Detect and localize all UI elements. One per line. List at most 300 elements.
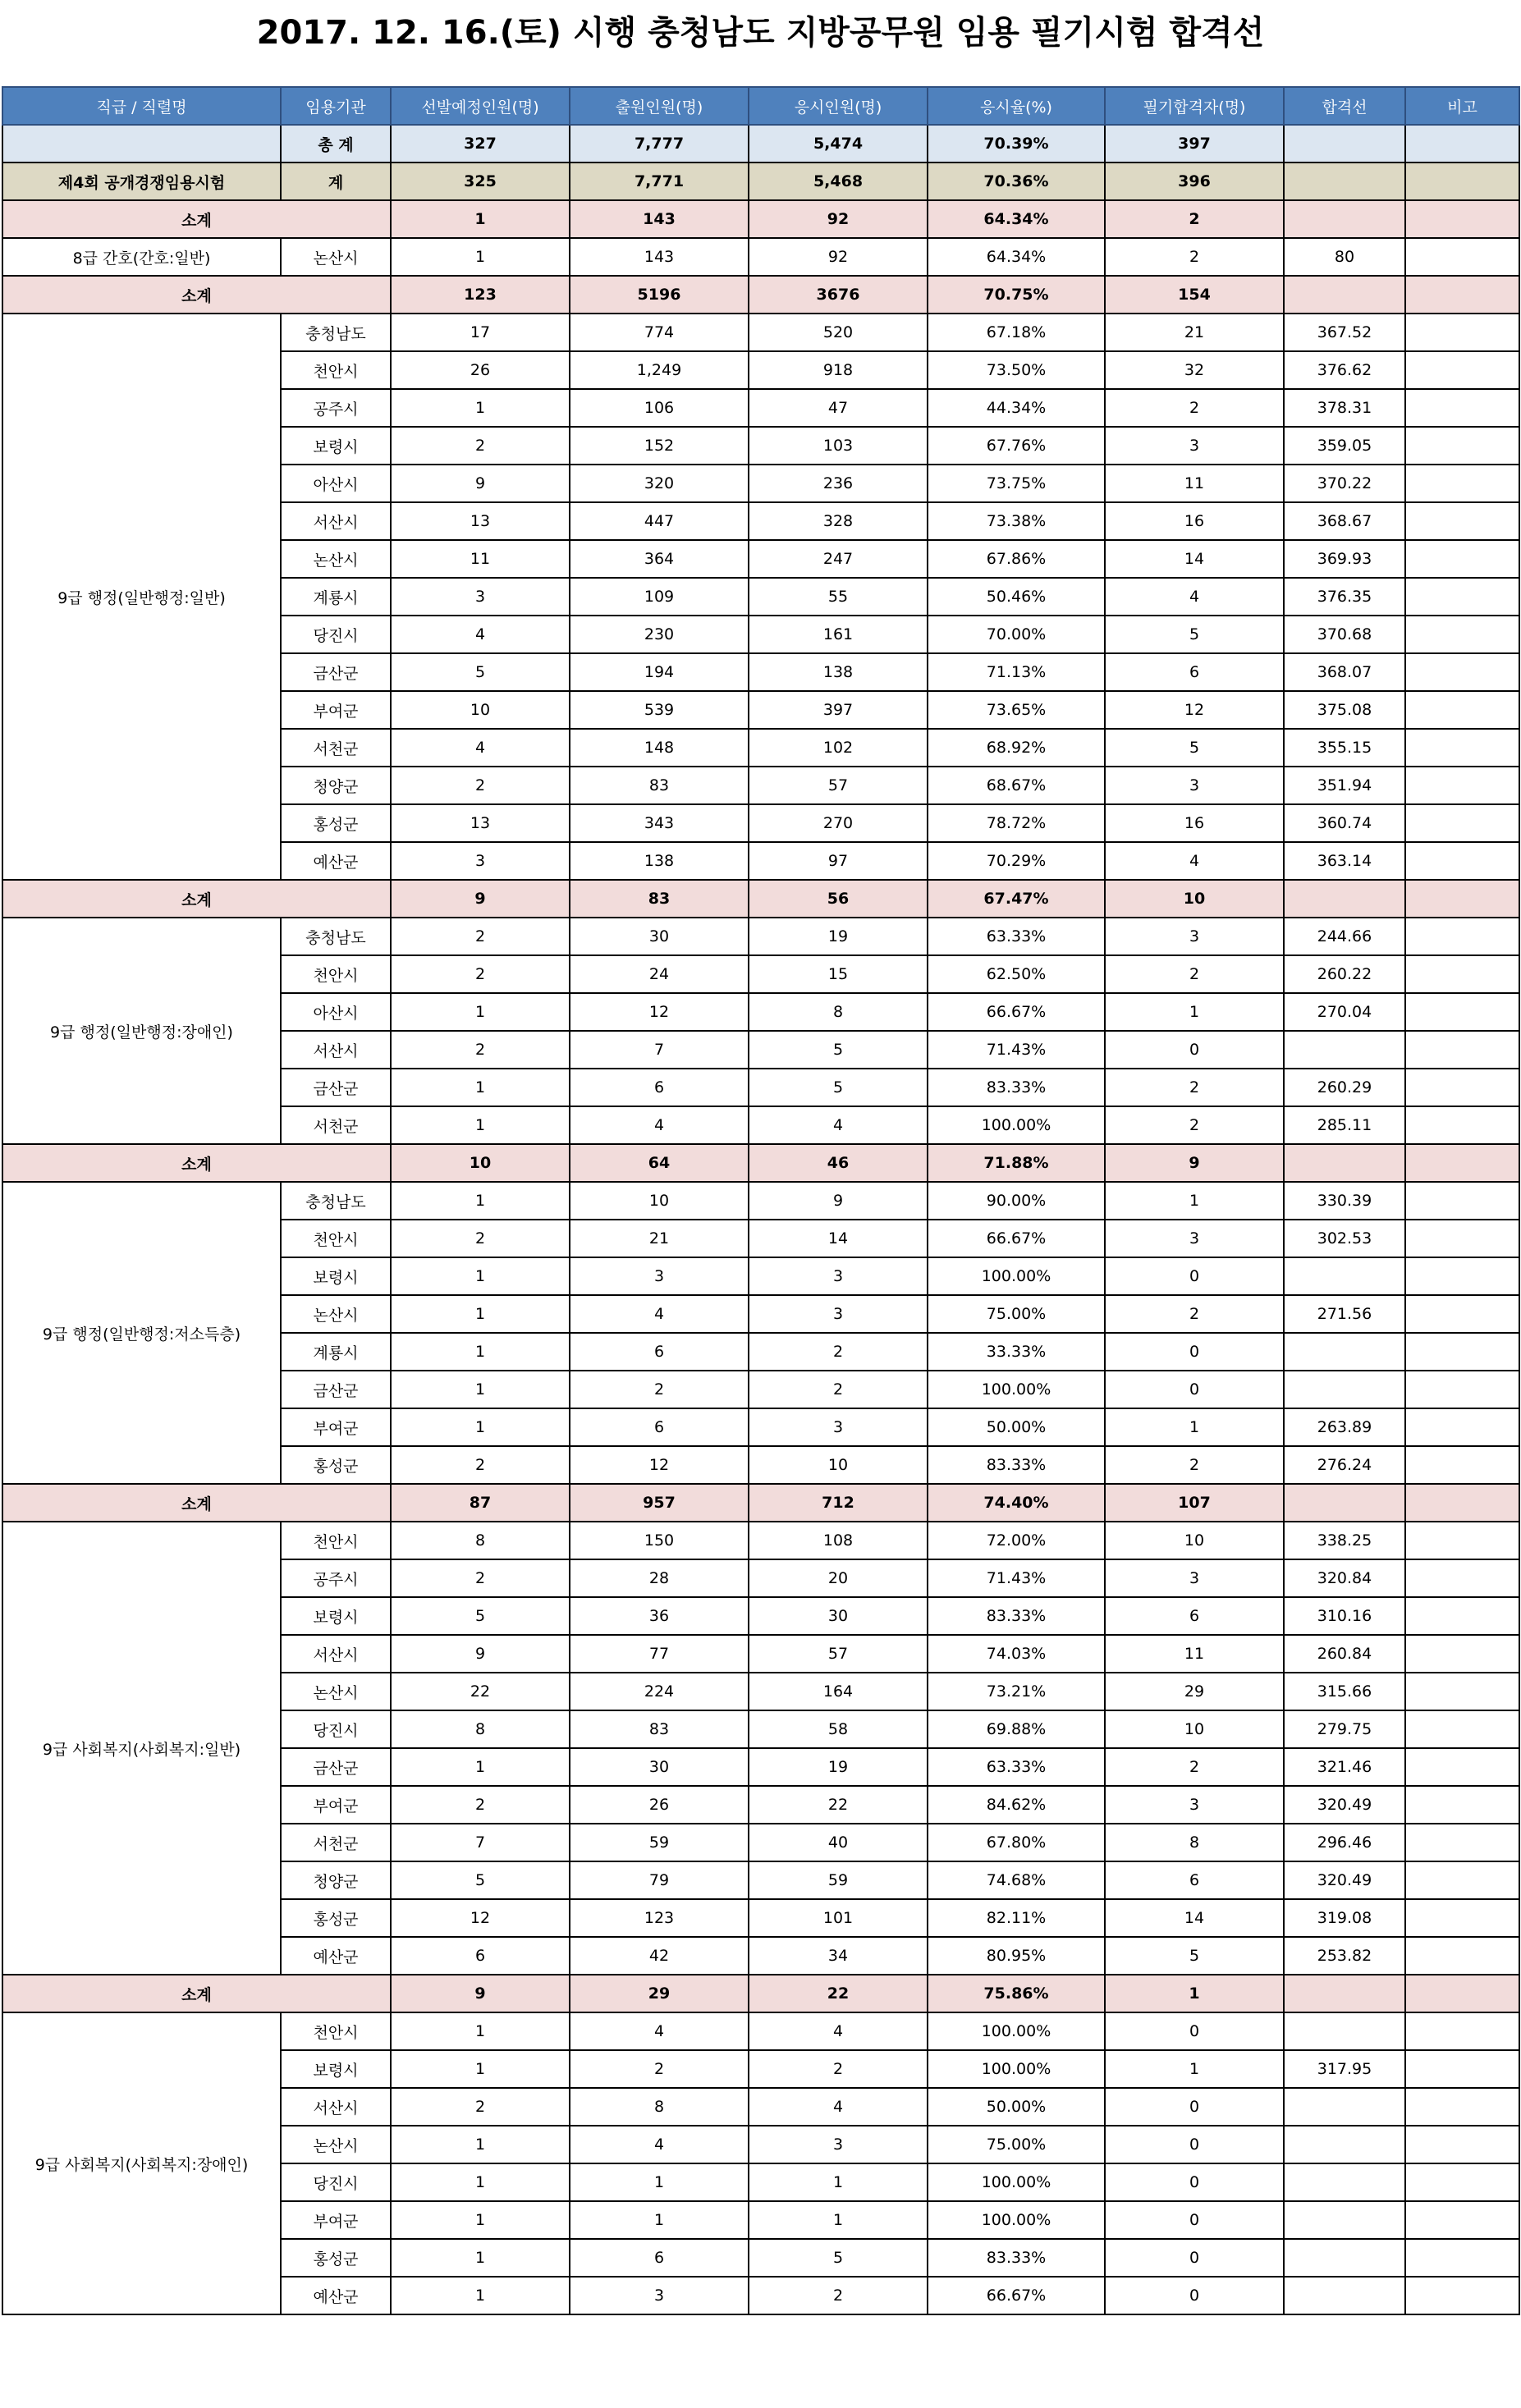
subtotal-planned: 9 — [391, 1975, 570, 2012]
subtotal-cutoff — [1284, 1144, 1405, 1182]
rate-cell: 71.43% — [928, 1031, 1105, 1069]
examined-cell: 20 — [749, 1559, 928, 1597]
cutoff-cell: 285.11 — [1284, 1106, 1405, 1144]
applied-cell: 1,249 — [570, 351, 749, 389]
header-cutoff: 합격선 — [1284, 87, 1405, 125]
planned-cell: 4 — [391, 729, 570, 767]
subtotal-examined: 22 — [749, 1975, 928, 2012]
rate-cell: 67.76% — [928, 427, 1105, 465]
agency-cell: 금산군 — [281, 653, 391, 691]
subtotal-note — [1405, 276, 1519, 314]
subtotal-cutoff — [1284, 1975, 1405, 2012]
passed-cell: 3 — [1105, 427, 1284, 465]
cutoff-cell: 317.95 — [1284, 2050, 1405, 2088]
subtotal-rate: 71.88% — [928, 1144, 1105, 1182]
rate-cell: 50.00% — [928, 2088, 1105, 2126]
passed-cell: 3 — [1105, 767, 1284, 804]
examined-cell: 19 — [749, 918, 928, 955]
rate-cell: 71.13% — [928, 653, 1105, 691]
rate-cell: 83.33% — [928, 2239, 1105, 2277]
examined-cell: 10 — [749, 1446, 928, 1484]
planned-cell: 2 — [391, 1031, 570, 1069]
cutoff-cell: 321.46 — [1284, 1748, 1405, 1786]
rate-cell: 100.00% — [928, 2050, 1105, 2088]
rate-cell: 100.00% — [928, 2201, 1105, 2239]
applied-cell: 8 — [570, 2088, 749, 2126]
planned-cell: 3 — [391, 578, 570, 616]
examined-cell: 4 — [749, 1106, 928, 1144]
note-cell — [1405, 2088, 1519, 2126]
rate-cell: 100.00% — [928, 1371, 1105, 1408]
total-blank-cell — [2, 125, 281, 163]
note-cell — [1405, 842, 1519, 880]
examined-cell: 1 — [749, 2163, 928, 2201]
planned-cell: 2 — [391, 1220, 570, 1257]
note-cell — [1405, 2012, 1519, 2050]
passed-cell: 2 — [1105, 1069, 1284, 1106]
note-cell — [1405, 1333, 1519, 1371]
total-passed: 397 — [1105, 125, 1284, 163]
note-cell — [1405, 2239, 1519, 2277]
note-cell — [1405, 1446, 1519, 1484]
applied-cell: 77 — [570, 1635, 749, 1673]
applied-cell: 10 — [570, 1182, 749, 1220]
note-cell — [1405, 1559, 1519, 1597]
applied-cell: 2 — [570, 2050, 749, 2088]
passed-cell: 5 — [1105, 729, 1284, 767]
subtotal-label: 소계 — [2, 1144, 391, 1182]
subtotal-note — [1405, 1144, 1519, 1182]
passed-cell: 6 — [1105, 653, 1284, 691]
applied-cell: 447 — [570, 502, 749, 540]
passed-cell: 0 — [1105, 2163, 1284, 2201]
planned-cell: 2 — [391, 1786, 570, 1824]
passed-cell: 0 — [1105, 2126, 1284, 2163]
note-cell — [1405, 540, 1519, 578]
applied-cell: 28 — [570, 1559, 749, 1597]
rate-cell: 73.38% — [928, 502, 1105, 540]
total-applied: 7,777 — [570, 125, 749, 163]
examined-cell: 3 — [749, 1408, 928, 1446]
planned-cell: 10 — [391, 691, 570, 729]
planned-cell: 12 — [391, 1899, 570, 1937]
agency-cell: 보령시 — [281, 2050, 391, 2088]
planned-cell: 2 — [391, 767, 570, 804]
header-agency: 임용기관 — [281, 87, 391, 125]
header-note: 비고 — [1405, 87, 1519, 125]
header-applied: 출원인원(명) — [570, 87, 749, 125]
planned-cell: 1 — [391, 1182, 570, 1220]
planned-cell: 2 — [391, 1446, 570, 1484]
note-cell — [1405, 691, 1519, 729]
subtotal-label: 소계 — [2, 276, 391, 314]
subtotal-planned: 9 — [391, 880, 570, 918]
cutoff-cell: 320.49 — [1284, 1786, 1405, 1824]
cutoff-cell — [1284, 2126, 1405, 2163]
note-cell — [1405, 238, 1519, 276]
note-cell — [1405, 653, 1519, 691]
passed-cell: 14 — [1105, 1899, 1284, 1937]
passed-cell: 0 — [1105, 1257, 1284, 1295]
subtotal-passed: 1 — [1105, 1975, 1284, 2012]
agency-cell: 논산시 — [281, 238, 391, 276]
planned-cell: 22 — [391, 1673, 570, 1710]
rate-cell: 68.67% — [928, 767, 1105, 804]
applied-cell: 21 — [570, 1220, 749, 1257]
rate-cell: 100.00% — [928, 1257, 1105, 1295]
planned-cell: 1 — [391, 1295, 570, 1333]
grand-total-row — [2, 125, 1519, 163]
applied-cell: 152 — [570, 427, 749, 465]
header-passed: 필기합격자(명) — [1105, 87, 1284, 125]
note-cell — [1405, 351, 1519, 389]
passed-cell: 4 — [1105, 578, 1284, 616]
examined-cell: 4 — [749, 2012, 928, 2050]
examined-cell: 5 — [749, 1031, 928, 1069]
cutoff-cell — [1284, 1371, 1405, 1408]
planned-cell: 7 — [391, 1824, 570, 1861]
subtotal-planned: 87 — [391, 1484, 570, 1522]
subtotal-row — [2, 200, 1519, 238]
subtotal-label: 소계 — [2, 1975, 391, 2012]
rate-cell: 64.34% — [928, 238, 1105, 276]
examined-cell: 55 — [749, 578, 928, 616]
examined-cell: 102 — [749, 729, 928, 767]
note-cell — [1405, 1295, 1519, 1333]
rate-cell: 73.65% — [928, 691, 1105, 729]
planned-cell: 1 — [391, 1371, 570, 1408]
planned-cell: 1 — [391, 2050, 570, 2088]
exam-examined: 5,468 — [749, 163, 928, 200]
planned-cell: 2 — [391, 2088, 570, 2126]
cutoff-cell: 315.66 — [1284, 1673, 1405, 1710]
table-row — [2, 1522, 1519, 1559]
note-cell — [1405, 1861, 1519, 1899]
agency-cell: 논산시 — [281, 1295, 391, 1333]
passed-cell: 21 — [1105, 314, 1284, 351]
planned-cell: 1 — [391, 1257, 570, 1295]
note-cell — [1405, 1182, 1519, 1220]
rate-cell: 75.00% — [928, 2126, 1105, 2163]
examined-cell: 30 — [749, 1597, 928, 1635]
subtotal-passed: 2 — [1105, 200, 1284, 238]
table-row — [2, 918, 1519, 955]
exam-passed: 396 — [1105, 163, 1284, 200]
agency-cell: 보령시 — [281, 1597, 391, 1635]
subtotal-label: 소계 — [2, 1484, 391, 1522]
note-cell — [1405, 578, 1519, 616]
subtotal-rate: 67.47% — [928, 880, 1105, 918]
planned-cell: 5 — [391, 1861, 570, 1899]
passed-cell: 1 — [1105, 2050, 1284, 2088]
agency-cell: 계룡시 — [281, 1333, 391, 1371]
applied-cell: 1 — [570, 2201, 749, 2239]
cutoff-cell: 263.89 — [1284, 1408, 1405, 1446]
table-row — [2, 314, 1519, 351]
subtotal-planned: 10 — [391, 1144, 570, 1182]
rate-cell: 62.50% — [928, 955, 1105, 993]
exam-label: 계 — [281, 163, 391, 200]
agency-cell: 천안시 — [281, 1522, 391, 1559]
applied-cell: 24 — [570, 955, 749, 993]
planned-cell: 1 — [391, 2163, 570, 2201]
header-examined: 응시인원(명) — [749, 87, 928, 125]
rate-cell: 73.21% — [928, 1673, 1105, 1710]
planned-cell: 1 — [391, 1748, 570, 1786]
applied-cell: 774 — [570, 314, 749, 351]
cutoff-cell: 279.75 — [1284, 1710, 1405, 1748]
agency-cell: 금산군 — [281, 1748, 391, 1786]
subtotal-applied: 29 — [570, 1975, 749, 2012]
passed-cell: 12 — [1105, 691, 1284, 729]
subtotal-passed: 107 — [1105, 1484, 1284, 1522]
agency-cell: 청양군 — [281, 767, 391, 804]
planned-cell: 8 — [391, 1522, 570, 1559]
applied-cell: 123 — [570, 1899, 749, 1937]
subtotal-label: 소계 — [2, 200, 391, 238]
cutoff-cell: 351.94 — [1284, 767, 1405, 804]
agency-cell: 서천군 — [281, 1106, 391, 1144]
subtotal-passed: 9 — [1105, 1144, 1284, 1182]
agency-cell: 금산군 — [281, 1371, 391, 1408]
subtotal-applied: 64 — [570, 1144, 749, 1182]
header-planned: 선발예정인원(명) — [391, 87, 570, 125]
rate-cell: 75.00% — [928, 1295, 1105, 1333]
rate-cell: 67.18% — [928, 314, 1105, 351]
rate-cell: 90.00% — [928, 1182, 1105, 1220]
examined-cell: 40 — [749, 1824, 928, 1861]
agency-cell: 청양군 — [281, 1861, 391, 1899]
note-cell — [1405, 2126, 1519, 2163]
applied-cell: 343 — [570, 804, 749, 842]
agency-cell: 논산시 — [281, 2126, 391, 2163]
note-cell — [1405, 1710, 1519, 1748]
cutoff-cell: 260.84 — [1284, 1635, 1405, 1673]
rate-cell: 72.00% — [928, 1522, 1105, 1559]
agency-cell: 당진시 — [281, 616, 391, 653]
applied-cell: 12 — [570, 1446, 749, 1484]
passed-cell: 0 — [1105, 1333, 1284, 1371]
agency-cell: 예산군 — [281, 2277, 391, 2314]
header-job: 직급 / 직렬명 — [2, 87, 281, 125]
passed-cell: 2 — [1105, 1295, 1284, 1333]
rate-cell: 74.68% — [928, 1861, 1105, 1899]
examined-cell: 161 — [749, 616, 928, 653]
results-table — [2, 86, 1520, 2315]
rate-cell: 66.67% — [928, 1220, 1105, 1257]
subtotal-applied: 5196 — [570, 276, 749, 314]
cutoff-cell: 302.53 — [1284, 1220, 1405, 1257]
note-cell — [1405, 1673, 1519, 1710]
passed-cell: 10 — [1105, 1710, 1284, 1748]
applied-cell: 26 — [570, 1786, 749, 1824]
passed-cell: 32 — [1105, 351, 1284, 389]
agency-cell: 충청남도 — [281, 314, 391, 351]
table-header-row — [2, 87, 1519, 125]
cutoff-cell — [1284, 2163, 1405, 2201]
agency-cell: 공주시 — [281, 1559, 391, 1597]
note-cell — [1405, 465, 1519, 502]
planned-cell: 1 — [391, 2277, 570, 2314]
planned-cell: 9 — [391, 1635, 570, 1673]
subtotal-note — [1405, 1484, 1519, 1522]
subtotal-applied: 83 — [570, 880, 749, 918]
examined-cell: 2 — [749, 1333, 928, 1371]
rate-cell: 69.88% — [928, 1710, 1105, 1748]
job-title-cell: 9급 행정(일반행정:저소득층) — [2, 1182, 281, 1484]
note-cell — [1405, 1899, 1519, 1937]
passed-cell: 5 — [1105, 1937, 1284, 1975]
passed-cell: 14 — [1105, 540, 1284, 578]
note-cell — [1405, 427, 1519, 465]
note-cell — [1405, 955, 1519, 993]
rate-cell: 66.67% — [928, 2277, 1105, 2314]
examined-cell: 34 — [749, 1937, 928, 1975]
applied-cell: 150 — [570, 1522, 749, 1559]
planned-cell: 2 — [391, 427, 570, 465]
applied-cell: 7 — [570, 1031, 749, 1069]
examined-cell: 3 — [749, 2126, 928, 2163]
examined-cell: 15 — [749, 955, 928, 993]
agency-cell: 아산시 — [281, 465, 391, 502]
agency-cell: 홍성군 — [281, 1446, 391, 1484]
agency-cell: 부여군 — [281, 1408, 391, 1446]
exam-rate: 70.36% — [928, 163, 1105, 200]
planned-cell: 1 — [391, 238, 570, 276]
note-cell — [1405, 1748, 1519, 1786]
passed-cell: 29 — [1105, 1673, 1284, 1710]
planned-cell: 1 — [391, 2201, 570, 2239]
rate-cell: 73.50% — [928, 351, 1105, 389]
agency-cell: 보령시 — [281, 427, 391, 465]
planned-cell: 8 — [391, 1710, 570, 1748]
applied-cell: 143 — [570, 238, 749, 276]
cutoff-cell: 330.39 — [1284, 1182, 1405, 1220]
total-planned: 327 — [391, 125, 570, 163]
examined-cell: 9 — [749, 1182, 928, 1220]
agency-cell: 홍성군 — [281, 804, 391, 842]
agency-cell: 충청남도 — [281, 918, 391, 955]
job-title-cell: 9급 행정(일반행정:장애인) — [2, 918, 281, 1144]
passed-cell: 0 — [1105, 1031, 1284, 1069]
applied-cell: 4 — [570, 2126, 749, 2163]
cutoff-cell: 260.29 — [1284, 1069, 1405, 1106]
subtotal-examined: 3676 — [749, 276, 928, 314]
passed-cell: 11 — [1105, 465, 1284, 502]
applied-cell: 109 — [570, 578, 749, 616]
rate-cell: 63.33% — [928, 1748, 1105, 1786]
passed-cell: 3 — [1105, 1559, 1284, 1597]
examined-cell: 5 — [749, 2239, 928, 2277]
cutoff-cell: 260.22 — [1284, 955, 1405, 993]
passed-cell: 2 — [1105, 1106, 1284, 1144]
total-cutoff — [1284, 125, 1405, 163]
examined-cell: 2 — [749, 1371, 928, 1408]
agency-cell: 당진시 — [281, 1710, 391, 1748]
subtotal-rate: 64.34% — [928, 200, 1105, 238]
agency-cell: 부여군 — [281, 691, 391, 729]
examined-cell: 101 — [749, 1899, 928, 1937]
examined-cell: 57 — [749, 1635, 928, 1673]
planned-cell: 9 — [391, 465, 570, 502]
examined-cell: 4 — [749, 2088, 928, 2126]
applied-cell: 83 — [570, 1710, 749, 1748]
subtotal-rate: 74.40% — [928, 1484, 1105, 1522]
cutoff-cell: 80 — [1284, 238, 1405, 276]
cutoff-cell: 367.52 — [1284, 314, 1405, 351]
planned-cell: 2 — [391, 1559, 570, 1597]
note-cell — [1405, 1106, 1519, 1144]
note-cell — [1405, 1635, 1519, 1673]
examined-cell: 520 — [749, 314, 928, 351]
agency-cell: 부여군 — [281, 1786, 391, 1824]
applied-cell: 4 — [570, 1295, 749, 1333]
rate-cell: 83.33% — [928, 1069, 1105, 1106]
subtotal-passed: 10 — [1105, 880, 1284, 918]
examined-cell: 14 — [749, 1220, 928, 1257]
subtotal-rate: 70.75% — [928, 276, 1105, 314]
rate-cell: 63.33% — [928, 918, 1105, 955]
subtotal-planned: 123 — [391, 276, 570, 314]
agency-cell: 서산시 — [281, 1635, 391, 1673]
planned-cell: 6 — [391, 1937, 570, 1975]
applied-cell: 30 — [570, 1748, 749, 1786]
subtotal-row — [2, 276, 1519, 314]
note-cell — [1405, 1597, 1519, 1635]
note-cell — [1405, 767, 1519, 804]
cutoff-cell: 320.84 — [1284, 1559, 1405, 1597]
subtotal-applied: 143 — [570, 200, 749, 238]
subtotal-cutoff — [1284, 880, 1405, 918]
examined-cell: 247 — [749, 540, 928, 578]
applied-cell: 4 — [570, 2012, 749, 2050]
planned-cell: 2 — [391, 955, 570, 993]
passed-cell: 11 — [1105, 1635, 1284, 1673]
job-title-cell: 9급 사회복지(사회복지:일반) — [2, 1522, 281, 1975]
examined-cell: 108 — [749, 1522, 928, 1559]
subtotal-examined: 92 — [749, 200, 928, 238]
planned-cell: 1 — [391, 1333, 570, 1371]
planned-cell: 1 — [391, 2012, 570, 2050]
cutoff-cell: 368.07 — [1284, 653, 1405, 691]
examined-cell: 58 — [749, 1710, 928, 1748]
examined-cell: 57 — [749, 767, 928, 804]
applied-cell: 3 — [570, 1257, 749, 1295]
rate-cell: 67.86% — [928, 540, 1105, 578]
subtotal-row — [2, 1975, 1519, 2012]
cutoff-cell: 369.93 — [1284, 540, 1405, 578]
applied-cell: 2 — [570, 1371, 749, 1408]
note-cell — [1405, 1824, 1519, 1861]
note-cell — [1405, 1031, 1519, 1069]
passed-cell: 2 — [1105, 1748, 1284, 1786]
cutoff-cell: 360.74 — [1284, 804, 1405, 842]
agency-cell: 부여군 — [281, 2201, 391, 2239]
rate-cell: 70.29% — [928, 842, 1105, 880]
subtotal-examined: 56 — [749, 880, 928, 918]
examined-cell: 3 — [749, 1295, 928, 1333]
examined-cell: 918 — [749, 351, 928, 389]
note-cell — [1405, 2201, 1519, 2239]
agency-cell: 당진시 — [281, 2163, 391, 2201]
passed-cell: 2 — [1105, 955, 1284, 993]
cutoff-cell — [1284, 1333, 1405, 1371]
header-rate: 응시율(%) — [928, 87, 1105, 125]
rate-cell: 44.34% — [928, 389, 1105, 427]
examined-cell: 97 — [749, 842, 928, 880]
planned-cell: 1 — [391, 2126, 570, 2163]
applied-cell: 12 — [570, 993, 749, 1031]
